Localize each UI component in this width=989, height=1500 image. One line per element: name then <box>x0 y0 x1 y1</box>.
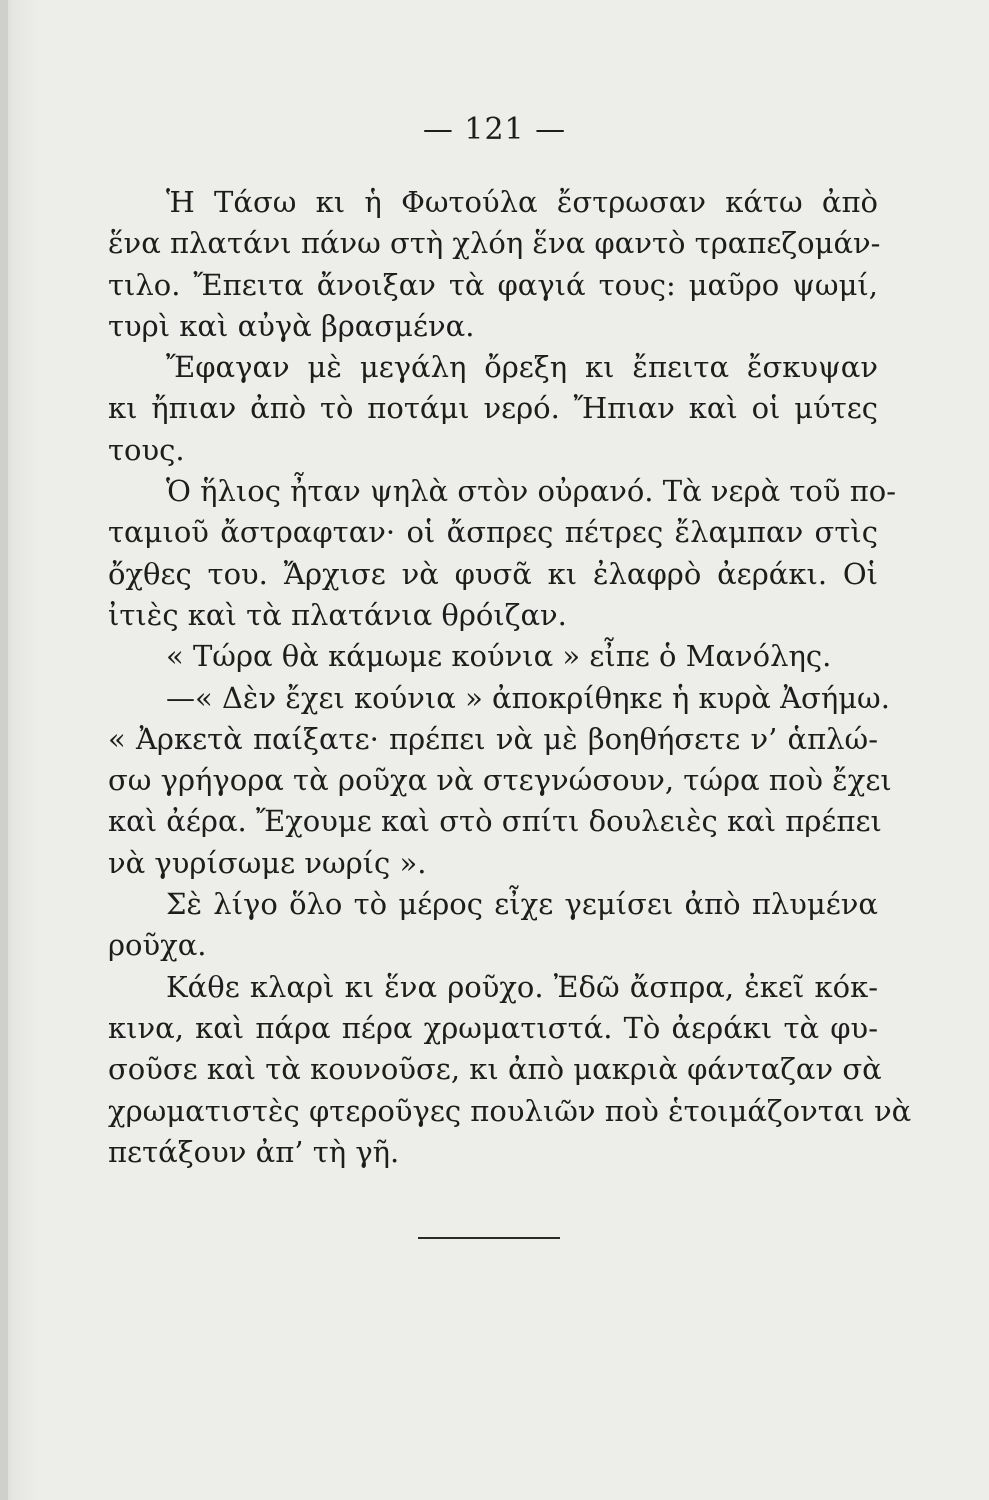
page-spine-shadow <box>0 0 8 1500</box>
text-line-content: ταμιοῦ ἄστραφταν· οἱ ἄσπρες πέτρες ἔλαμπαν στὶς <box>108 515 878 550</box>
text-line <box>108 925 878 966</box>
text-line-content: —« Δὲν ἔχει κούνια » ἀποκρίθηκε ἡ κυρὰ Ἀσήμω. <box>166 680 890 715</box>
text-line <box>108 884 878 925</box>
text-line-content: κινα, καὶ πάρα πέρα χρωματιστά. Τὸ ἀεράκι τὰ φυ- <box>108 1010 878 1045</box>
text-line <box>108 636 878 677</box>
text-line-content: « Τώρα θὰ κάμωμε κούνια » εἶπε ὁ Μανόλης. <box>166 639 832 674</box>
text-line-content: πετάξουν ἀπ’ τὴ γῆ. <box>108 1134 400 1169</box>
text-line-content: Ὁ ἥλιος ἦταν ψηλὰ στὸν οὐρανό. Τὰ νερὰ τοῦ πο- <box>166 474 897 509</box>
text-line <box>108 223 881 264</box>
text-line <box>108 554 878 595</box>
text-line <box>108 1049 882 1090</box>
text-line <box>108 595 878 636</box>
text-line-content: ἕνα πλατάνι πάνω στὴ χλόη ἕνα φαντὸ τραπεζομάν- <box>108 226 881 261</box>
text-line <box>108 388 878 429</box>
text-line <box>108 843 878 884</box>
text-line <box>108 265 878 306</box>
text-line-content: Κάθε κλαρὶ κι ἕνα ροῦχο. Ἐδῶ ἄσπρα, ἐκεῖ κόκ- <box>166 969 878 1004</box>
text-line-content: ὄχθες του. Ἄρχισε νὰ φυσᾶ κι ἐλαφρὸ ἀεράκι. Οἱ <box>108 556 878 591</box>
text-line <box>108 347 878 388</box>
body-text <box>108 182 912 1173</box>
text-line <box>108 967 878 1008</box>
text-line-content: Σὲ λίγο ὅλο τὸ μέρος εἶχε γεμίσει ἀπὸ πλυμένα <box>166 887 878 922</box>
text-line <box>108 1008 878 1049</box>
page-number: — 121 — <box>422 112 567 147</box>
text-line <box>108 719 878 760</box>
text-line <box>108 760 892 801</box>
text-line <box>108 306 878 347</box>
text-line-content: τιλο. Ἔπειτα ἄνοιξαν τὰ φαγιά τους: μαῦρο ψωμί, <box>108 267 878 302</box>
text-line-content: Ἡ Τάσω κι ἡ Φωτούλα ἔστρωσαν κάτω ἀπὸ <box>166 185 878 219</box>
text-line <box>108 678 890 719</box>
text-line-content: καὶ ἀέρα. Ἔχουμε καὶ στὸ σπίτι δουλειὲς καὶ πρέπει <box>108 804 882 839</box>
section-divider <box>418 1237 560 1239</box>
text-line <box>108 430 878 471</box>
text-line-content: « Ἀρκετὰ παίξατε· πρέπει νὰ μὲ βοηθήσετε ν’ ἁπλώ- <box>108 721 878 756</box>
text-line-content: νὰ γυρίσωμε νωρίς ». <box>108 845 427 880</box>
text-line <box>108 801 882 842</box>
text-line <box>108 1091 912 1132</box>
text-line-content: κι ἤπιαν ἀπὸ τὸ ποτάμι νερό. Ἤπιαν καὶ οἱ μύτες <box>108 391 878 426</box>
text-line <box>108 512 878 553</box>
text-line-content: σοῦσε καὶ τὰ κουνοῦσε, κι ἀπὸ μακριὰ φάνταζαν σὰ <box>108 1052 882 1087</box>
text-line <box>108 1132 878 1173</box>
text-line <box>108 182 878 223</box>
text-line-content: σω γρήγορα τὰ ροῦχα νὰ στεγνώσουν, τώρα ποὺ ἔχει <box>108 763 892 798</box>
text-line <box>108 471 897 512</box>
text-line-content: χρωματιστὲς φτεροῦγες πουλιῶν ποὺ ἑτοιμάζονται νὰ <box>108 1093 912 1128</box>
text-line-content: ἰτιὲς καὶ τὰ πλατάνια θρόιζαν. <box>108 597 567 632</box>
text-line-content: ροῦχα. <box>108 928 207 963</box>
text-line-content: τυρὶ καὶ αὐγὰ βρασμένα. <box>108 308 475 343</box>
text-line-content: Ἔφαγαν μὲ μεγάλη ὄρεξη κι ἔπειτα ἔσκυψαν <box>166 350 878 385</box>
text-line-content: τους. <box>108 432 185 467</box>
